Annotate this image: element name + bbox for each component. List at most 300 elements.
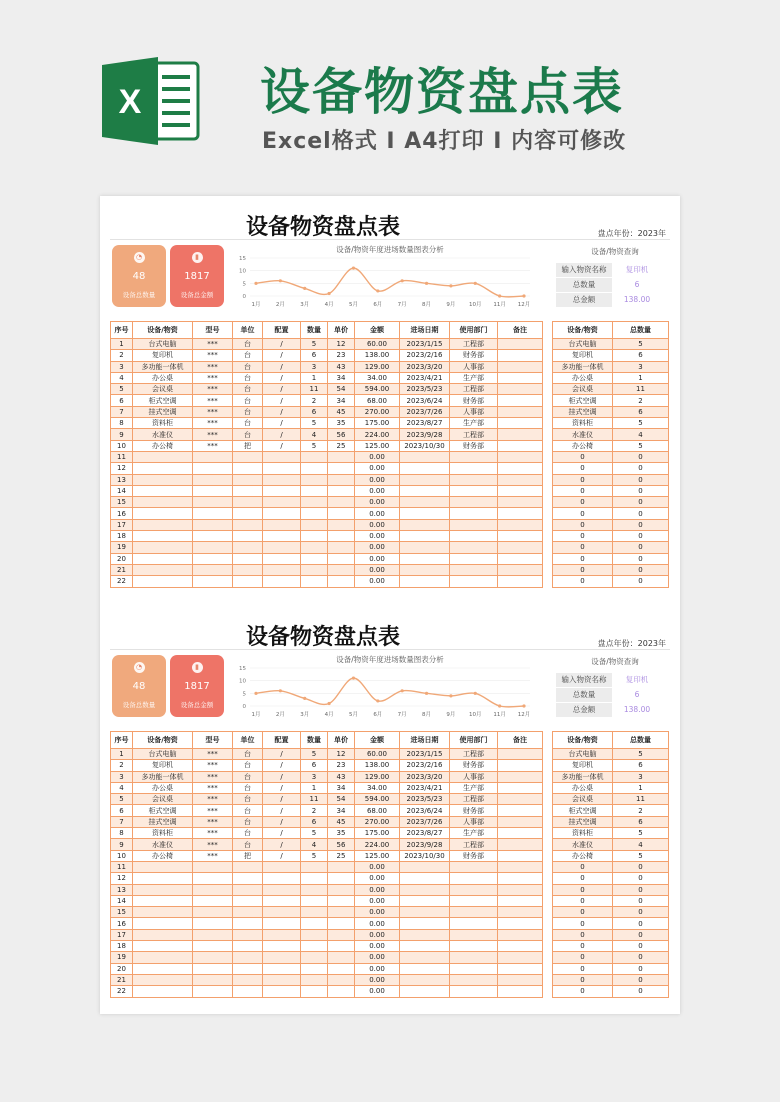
cell-item[interactable] xyxy=(133,485,193,496)
cell-price[interactable] xyxy=(328,463,355,474)
cell-unit[interactable] xyxy=(233,895,263,906)
cell-model[interactable] xyxy=(193,451,233,462)
cell-dept[interactable]: 工程部 xyxy=(450,794,498,805)
cell-item[interactable] xyxy=(133,929,193,940)
cell-dept[interactable] xyxy=(450,952,498,963)
cell-dept[interactable]: 财务部 xyxy=(450,805,498,816)
cell-config[interactable] xyxy=(263,508,301,519)
cell-unit[interactable] xyxy=(233,576,263,587)
cell-qty[interactable] xyxy=(301,986,328,997)
cell-dept[interactable] xyxy=(450,986,498,997)
cell-dept[interactable] xyxy=(450,542,498,553)
cell-seq[interactable]: 15 xyxy=(111,907,133,918)
cell-remark[interactable] xyxy=(498,497,543,508)
cell-config[interactable]: / xyxy=(263,429,301,440)
cell-dept[interactable]: 生产部 xyxy=(450,418,498,429)
cell-qty[interactable]: 5 xyxy=(301,418,328,429)
cell-amount[interactable]: 0.00 xyxy=(355,474,400,485)
cell-dept[interactable] xyxy=(450,531,498,542)
cell-model[interactable] xyxy=(193,553,233,564)
cell-amount[interactable]: 270.00 xyxy=(355,816,400,827)
cell-remark[interactable] xyxy=(498,884,543,895)
cell-model[interactable] xyxy=(193,952,233,963)
cell-qty[interactable]: 6 xyxy=(301,350,328,361)
cell-model[interactable] xyxy=(193,519,233,530)
cell-item[interactable]: 复印机 xyxy=(133,350,193,361)
cell-remark[interactable] xyxy=(498,519,543,530)
cell-date[interactable] xyxy=(400,861,450,872)
cell-unit[interactable]: 台 xyxy=(233,418,263,429)
cell-config[interactable] xyxy=(263,542,301,553)
cell-qty[interactable] xyxy=(301,519,328,530)
cell-price[interactable]: 56 xyxy=(328,839,355,850)
cell-config[interactable] xyxy=(263,463,301,474)
cell-model[interactable] xyxy=(193,895,233,906)
cell-dept[interactable] xyxy=(450,895,498,906)
cell-date[interactable]: 2023/1/15 xyxy=(400,749,450,760)
cell-model[interactable] xyxy=(193,485,233,496)
cell-dept[interactable] xyxy=(450,861,498,872)
cell-unit[interactable]: 台 xyxy=(233,749,263,760)
cell-date[interactable]: 2023/7/26 xyxy=(400,406,450,417)
cell-dept[interactable]: 财务部 xyxy=(450,760,498,771)
cell-unit[interactable] xyxy=(233,986,263,997)
cell-dept[interactable] xyxy=(450,576,498,587)
cell-remark[interactable] xyxy=(498,839,543,850)
cell-model[interactable]: *** xyxy=(193,406,233,417)
cell-date[interactable]: 2023/8/27 xyxy=(400,418,450,429)
cell-price[interactable]: 54 xyxy=(328,384,355,395)
cell-date[interactable]: 2023/10/30 xyxy=(400,850,450,861)
cell-qty[interactable] xyxy=(301,531,328,542)
cell-dept[interactable] xyxy=(450,485,498,496)
cell-remark[interactable] xyxy=(498,531,543,542)
cell-date[interactable]: 2023/8/27 xyxy=(400,828,450,839)
cell-unit[interactable]: 台 xyxy=(233,350,263,361)
cell-item[interactable] xyxy=(133,531,193,542)
cell-unit[interactable] xyxy=(233,451,263,462)
cell-qty[interactable]: 4 xyxy=(301,429,328,440)
cell-seq[interactable]: 12 xyxy=(111,463,133,474)
cell-unit[interactable] xyxy=(233,542,263,553)
cell-config[interactable]: / xyxy=(263,440,301,451)
cell-config[interactable] xyxy=(263,986,301,997)
cell-config[interactable] xyxy=(263,952,301,963)
cell-price[interactable]: 34 xyxy=(328,372,355,383)
cell-amount[interactable]: 0.00 xyxy=(355,519,400,530)
cell-qty[interactable] xyxy=(301,895,328,906)
cell-remark[interactable] xyxy=(498,850,543,861)
cell-model[interactable] xyxy=(193,929,233,940)
cell-qty[interactable]: 3 xyxy=(301,771,328,782)
cell-amount[interactable]: 594.00 xyxy=(355,384,400,395)
cell-item[interactable]: 办公椅 xyxy=(133,850,193,861)
cell-unit[interactable] xyxy=(233,974,263,985)
cell-dept[interactable] xyxy=(450,884,498,895)
cell-price[interactable] xyxy=(328,564,355,575)
cell-amount[interactable]: 0.00 xyxy=(355,918,400,929)
cell-remark[interactable] xyxy=(498,406,543,417)
cell-config[interactable]: / xyxy=(263,782,301,793)
cell-item[interactable]: 挂式空调 xyxy=(133,406,193,417)
cell-remark[interactable] xyxy=(498,576,543,587)
cell-item[interactable] xyxy=(133,884,193,895)
cell-qty[interactable] xyxy=(301,941,328,952)
cell-remark[interactable] xyxy=(498,553,543,564)
cell-seq[interactable]: 8 xyxy=(111,418,133,429)
cell-item[interactable]: 办公桌 xyxy=(133,782,193,793)
cell-seq[interactable]: 14 xyxy=(111,895,133,906)
cell-seq[interactable]: 21 xyxy=(111,564,133,575)
cell-seq[interactable]: 3 xyxy=(111,771,133,782)
cell-config[interactable] xyxy=(263,918,301,929)
cell-price[interactable]: 12 xyxy=(328,339,355,350)
cell-price[interactable]: 34 xyxy=(328,782,355,793)
cell-qty[interactable] xyxy=(301,576,328,587)
cell-seq[interactable]: 1 xyxy=(111,339,133,350)
cell-item[interactable] xyxy=(133,873,193,884)
cell-item[interactable] xyxy=(133,451,193,462)
cell-model[interactable] xyxy=(193,564,233,575)
cell-date[interactable] xyxy=(400,918,450,929)
cell-item[interactable]: 挂式空调 xyxy=(133,816,193,827)
cell-config[interactable] xyxy=(263,884,301,895)
cell-seq[interactable]: 22 xyxy=(111,576,133,587)
cell-seq[interactable]: 12 xyxy=(111,873,133,884)
cell-amount[interactable]: 0.00 xyxy=(355,564,400,575)
cell-config[interactable]: / xyxy=(263,406,301,417)
cell-config[interactable]: / xyxy=(263,794,301,805)
cell-seq[interactable]: 7 xyxy=(111,406,133,417)
cell-date[interactable] xyxy=(400,542,450,553)
cell-seq[interactable]: 1 xyxy=(111,749,133,760)
cell-config[interactable] xyxy=(263,474,301,485)
cell-qty[interactable]: 3 xyxy=(301,361,328,372)
cell-amount[interactable]: 0.00 xyxy=(355,963,400,974)
cell-item[interactable] xyxy=(133,553,193,564)
cell-seq[interactable]: 17 xyxy=(111,519,133,530)
cell-unit[interactable]: 台 xyxy=(233,339,263,350)
cell-seq[interactable]: 13 xyxy=(111,474,133,485)
cell-dept[interactable]: 工程部 xyxy=(450,429,498,440)
cell-remark[interactable] xyxy=(498,440,543,451)
cell-remark[interactable] xyxy=(498,805,543,816)
cell-remark[interactable] xyxy=(498,542,543,553)
cell-remark[interactable] xyxy=(498,861,543,872)
cell-model[interactable] xyxy=(193,474,233,485)
cell-date[interactable] xyxy=(400,497,450,508)
cell-model[interactable]: *** xyxy=(193,440,233,451)
cell-amount[interactable]: 138.00 xyxy=(355,760,400,771)
cell-item[interactable]: 台式电脑 xyxy=(133,339,193,350)
cell-item[interactable]: 多功能一体机 xyxy=(133,361,193,372)
cell-price[interactable]: 34 xyxy=(328,395,355,406)
cell-remark[interactable] xyxy=(498,395,543,406)
cell-item[interactable]: 办公椅 xyxy=(133,440,193,451)
cell-seq[interactable]: 6 xyxy=(111,395,133,406)
cell-price[interactable]: 35 xyxy=(328,828,355,839)
cell-qty[interactable] xyxy=(301,884,328,895)
cell-dept[interactable]: 工程部 xyxy=(450,749,498,760)
cell-model[interactable]: *** xyxy=(193,794,233,805)
cell-date[interactable] xyxy=(400,474,450,485)
cell-remark[interactable] xyxy=(498,771,543,782)
cell-item[interactable] xyxy=(133,861,193,872)
cell-qty[interactable] xyxy=(301,918,328,929)
cell-model[interactable] xyxy=(193,508,233,519)
cell-amount[interactable]: 0.00 xyxy=(355,884,400,895)
cell-price[interactable] xyxy=(328,873,355,884)
cell-amount[interactable]: 68.00 xyxy=(355,805,400,816)
cell-amount[interactable]: 0.00 xyxy=(355,463,400,474)
cell-date[interactable] xyxy=(400,884,450,895)
cell-qty[interactable] xyxy=(301,963,328,974)
cell-item[interactable] xyxy=(133,474,193,485)
cell-remark[interactable] xyxy=(498,485,543,496)
cell-model[interactable] xyxy=(193,497,233,508)
cell-model[interactable] xyxy=(193,861,233,872)
cell-date[interactable] xyxy=(400,451,450,462)
cell-unit[interactable] xyxy=(233,929,263,940)
cell-config[interactable]: / xyxy=(263,771,301,782)
cell-price[interactable] xyxy=(328,451,355,462)
cell-item[interactable] xyxy=(133,497,193,508)
cell-unit[interactable]: 台 xyxy=(233,384,263,395)
cell-remark[interactable] xyxy=(498,339,543,350)
cell-item[interactable] xyxy=(133,564,193,575)
cell-remark[interactable] xyxy=(498,429,543,440)
cell-config[interactable] xyxy=(263,451,301,462)
cell-date[interactable] xyxy=(400,907,450,918)
query-name-input[interactable]: 复印机 xyxy=(625,675,649,684)
cell-config[interactable]: / xyxy=(263,805,301,816)
cell-qty[interactable]: 6 xyxy=(301,816,328,827)
cell-model[interactable]: *** xyxy=(193,839,233,850)
cell-unit[interactable] xyxy=(233,553,263,564)
cell-price[interactable]: 25 xyxy=(328,850,355,861)
cell-remark[interactable] xyxy=(498,986,543,997)
cell-model[interactable] xyxy=(193,974,233,985)
cell-item[interactable]: 水准仪 xyxy=(133,429,193,440)
cell-date[interactable]: 2023/6/24 xyxy=(400,805,450,816)
cell-item[interactable]: 会议桌 xyxy=(133,384,193,395)
cell-price[interactable] xyxy=(328,485,355,496)
cell-qty[interactable]: 1 xyxy=(301,782,328,793)
cell-config[interactable]: / xyxy=(263,760,301,771)
cell-dept[interactable] xyxy=(450,918,498,929)
cell-amount[interactable]: 0.00 xyxy=(355,907,400,918)
cell-date[interactable] xyxy=(400,974,450,985)
cell-config[interactable]: / xyxy=(263,839,301,850)
cell-model[interactable]: *** xyxy=(193,771,233,782)
cell-date[interactable]: 2023/10/30 xyxy=(400,440,450,451)
cell-config[interactable]: / xyxy=(263,850,301,861)
cell-unit[interactable] xyxy=(233,952,263,963)
cell-config[interactable] xyxy=(263,974,301,985)
cell-item[interactable] xyxy=(133,941,193,952)
cell-price[interactable]: 35 xyxy=(328,418,355,429)
cell-remark[interactable] xyxy=(498,963,543,974)
cell-price[interactable]: 56 xyxy=(328,429,355,440)
cell-seq[interactable]: 16 xyxy=(111,508,133,519)
cell-amount[interactable]: 129.00 xyxy=(355,361,400,372)
cell-date[interactable] xyxy=(400,531,450,542)
cell-model[interactable]: *** xyxy=(193,816,233,827)
cell-remark[interactable] xyxy=(498,418,543,429)
cell-amount[interactable]: 60.00 xyxy=(355,339,400,350)
cell-seq[interactable]: 2 xyxy=(111,350,133,361)
cell-seq[interactable]: 21 xyxy=(111,974,133,985)
cell-seq[interactable]: 3 xyxy=(111,361,133,372)
cell-qty[interactable] xyxy=(301,873,328,884)
cell-price[interactable]: 54 xyxy=(328,794,355,805)
cell-amount[interactable]: 60.00 xyxy=(355,749,400,760)
cell-price[interactable]: 23 xyxy=(328,760,355,771)
cell-date[interactable] xyxy=(400,519,450,530)
cell-remark[interactable] xyxy=(498,350,543,361)
cell-qty[interactable] xyxy=(301,474,328,485)
cell-remark[interactable] xyxy=(498,895,543,906)
cell-amount[interactable]: 34.00 xyxy=(355,372,400,383)
cell-amount[interactable]: 0.00 xyxy=(355,941,400,952)
cell-unit[interactable] xyxy=(233,463,263,474)
cell-dept[interactable]: 生产部 xyxy=(450,828,498,839)
cell-item[interactable] xyxy=(133,907,193,918)
cell-dept[interactable] xyxy=(450,463,498,474)
cell-item[interactable]: 资料柜 xyxy=(133,828,193,839)
cell-config[interactable]: / xyxy=(263,350,301,361)
cell-amount[interactable]: 224.00 xyxy=(355,429,400,440)
cell-qty[interactable] xyxy=(301,907,328,918)
cell-dept[interactable]: 人事部 xyxy=(450,816,498,827)
cell-model[interactable] xyxy=(193,531,233,542)
cell-seq[interactable]: 2 xyxy=(111,760,133,771)
cell-qty[interactable]: 6 xyxy=(301,406,328,417)
cell-model[interactable]: *** xyxy=(193,350,233,361)
cell-amount[interactable]: 138.00 xyxy=(355,350,400,361)
cell-remark[interactable] xyxy=(498,952,543,963)
cell-unit[interactable]: 台 xyxy=(233,828,263,839)
cell-dept[interactable]: 工程部 xyxy=(450,339,498,350)
cell-config[interactable] xyxy=(263,907,301,918)
cell-date[interactable]: 2023/9/28 xyxy=(400,839,450,850)
cell-item[interactable] xyxy=(133,463,193,474)
cell-price[interactable] xyxy=(328,861,355,872)
cell-amount[interactable]: 125.00 xyxy=(355,850,400,861)
cell-model[interactable] xyxy=(193,463,233,474)
cell-config[interactable] xyxy=(263,553,301,564)
cell-remark[interactable] xyxy=(498,451,543,462)
cell-seq[interactable]: 18 xyxy=(111,941,133,952)
cell-amount[interactable]: 270.00 xyxy=(355,406,400,417)
cell-model[interactable] xyxy=(193,986,233,997)
cell-model[interactable]: *** xyxy=(193,418,233,429)
cell-qty[interactable]: 4 xyxy=(301,839,328,850)
cell-date[interactable]: 2023/6/24 xyxy=(400,395,450,406)
cell-qty[interactable] xyxy=(301,485,328,496)
cell-dept[interactable] xyxy=(450,963,498,974)
cell-qty[interactable] xyxy=(301,974,328,985)
cell-dept[interactable] xyxy=(450,553,498,564)
cell-config[interactable] xyxy=(263,963,301,974)
cell-date[interactable] xyxy=(400,485,450,496)
cell-qty[interactable] xyxy=(301,952,328,963)
cell-date[interactable] xyxy=(400,963,450,974)
cell-amount[interactable]: 175.00 xyxy=(355,418,400,429)
cell-config[interactable] xyxy=(263,941,301,952)
cell-unit[interactable]: 台 xyxy=(233,361,263,372)
cell-seq[interactable]: 8 xyxy=(111,828,133,839)
cell-price[interactable] xyxy=(328,508,355,519)
cell-remark[interactable] xyxy=(498,749,543,760)
cell-price[interactable] xyxy=(328,918,355,929)
cell-price[interactable] xyxy=(328,941,355,952)
cell-qty[interactable] xyxy=(301,463,328,474)
cell-dept[interactable] xyxy=(450,451,498,462)
cell-item[interactable] xyxy=(133,963,193,974)
cell-seq[interactable]: 15 xyxy=(111,497,133,508)
cell-remark[interactable] xyxy=(498,816,543,827)
cell-qty[interactable] xyxy=(301,929,328,940)
cell-date[interactable] xyxy=(400,564,450,575)
cell-date[interactable]: 2023/2/16 xyxy=(400,350,450,361)
cell-remark[interactable] xyxy=(498,372,543,383)
cell-model[interactable] xyxy=(193,907,233,918)
cell-seq[interactable]: 20 xyxy=(111,553,133,564)
cell-item[interactable]: 资料柜 xyxy=(133,418,193,429)
cell-price[interactable] xyxy=(328,576,355,587)
cell-model[interactable] xyxy=(193,963,233,974)
cell-date[interactable]: 2023/7/26 xyxy=(400,816,450,827)
cell-item[interactable]: 台式电脑 xyxy=(133,749,193,760)
cell-date[interactable]: 2023/9/28 xyxy=(400,429,450,440)
cell-model[interactable]: *** xyxy=(193,805,233,816)
cell-model[interactable]: *** xyxy=(193,372,233,383)
cell-unit[interactable] xyxy=(233,531,263,542)
cell-remark[interactable] xyxy=(498,463,543,474)
cell-unit[interactable]: 台 xyxy=(233,794,263,805)
cell-remark[interactable] xyxy=(498,508,543,519)
cell-unit[interactable]: 台 xyxy=(233,429,263,440)
cell-unit[interactable] xyxy=(233,884,263,895)
cell-seq[interactable]: 14 xyxy=(111,485,133,496)
cell-config[interactable]: / xyxy=(263,418,301,429)
cell-config[interactable]: / xyxy=(263,384,301,395)
cell-model[interactable] xyxy=(193,542,233,553)
cell-price[interactable] xyxy=(328,553,355,564)
cell-price[interactable]: 12 xyxy=(328,749,355,760)
cell-unit[interactable] xyxy=(233,918,263,929)
cell-price[interactable] xyxy=(328,884,355,895)
cell-amount[interactable]: 0.00 xyxy=(355,531,400,542)
cell-date[interactable]: 2023/5/23 xyxy=(400,384,450,395)
cell-amount[interactable]: 175.00 xyxy=(355,828,400,839)
cell-seq[interactable]: 16 xyxy=(111,918,133,929)
cell-dept[interactable] xyxy=(450,941,498,952)
cell-dept[interactable]: 人事部 xyxy=(450,406,498,417)
cell-config[interactable]: / xyxy=(263,361,301,372)
cell-qty[interactable] xyxy=(301,542,328,553)
cell-dept[interactable]: 财务部 xyxy=(450,850,498,861)
cell-qty[interactable]: 2 xyxy=(301,805,328,816)
cell-unit[interactable]: 把 xyxy=(233,440,263,451)
cell-unit[interactable] xyxy=(233,861,263,872)
cell-qty[interactable]: 2 xyxy=(301,395,328,406)
cell-dept[interactable]: 生产部 xyxy=(450,372,498,383)
cell-remark[interactable] xyxy=(498,564,543,575)
cell-remark[interactable] xyxy=(498,907,543,918)
cell-item[interactable]: 会议桌 xyxy=(133,794,193,805)
